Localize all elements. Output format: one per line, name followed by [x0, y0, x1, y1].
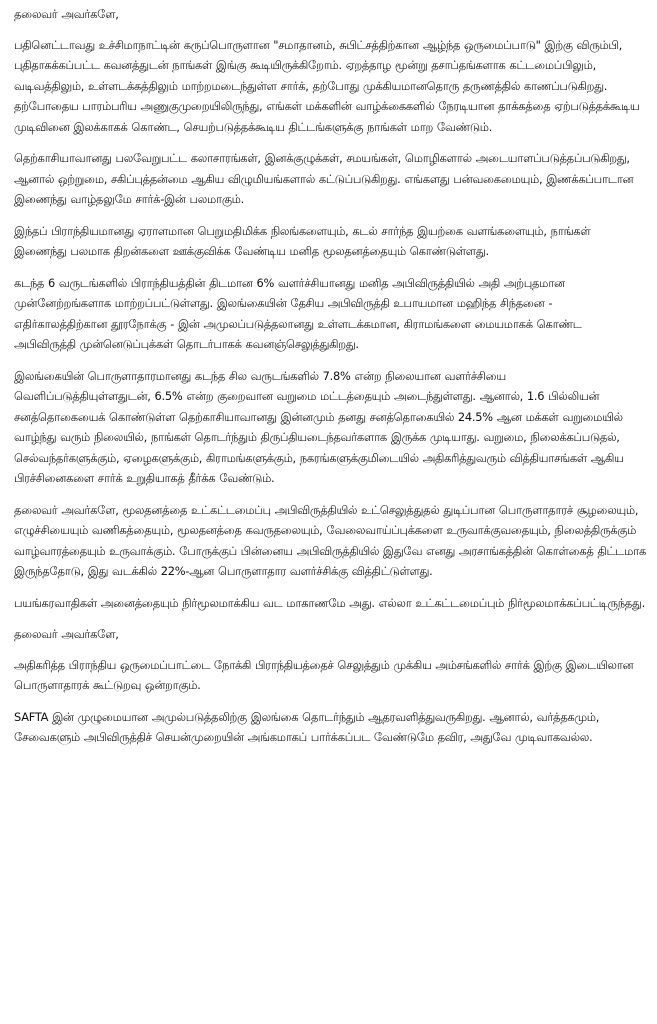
- paragraph-region-resources: இந்தப் பிராந்தியமானது ஏராளமான பெறுமதிமிக்க நிலங்களையும், கடல் சார்ந்த இயற்கை வளங்களையும், நாங்கள் இணைந்து பலமாக திறன்களை ஊக்குவிக்க வேண்டிய மனித மூலதனத்தையும் கொண்டுள்ளது.: [14, 223, 591, 258]
- paragraph-northern-province: பயங்கரவாதிகள் அனைத்தையும் நிர்மூலமாக்கிய வட மாகாணமே அது. எல்லா உட்கட்டமைப்பும் நிர்மூலமாக்கப்பட்டிருந்தது.: [14, 595, 645, 610]
- paragraph-infrastructure: தலைவர் அவர்களே, மூலதனத்தை உட்கட்டமைப்பு அபிவிருத்தியில் உட்செலுத்துதல் துடிப்பான பொருளாதாரச் சூழலையும், எழுச்சியையும் வணிகத்தையும், மூலதனத்தை கவருதலையும், வேலைவாய்ப்புக்களை உருவாக்குவதையும், நிலைத்திருக்கும் வாழ்வாரத்தையும் உருவாக்கும். போருக்குப் பின்னைய அபிவிருத்தியில் இதுவே எனது அரசாங்கத்தின் கொள்கைத் திட்டமாக இருந்ததோடு, இது வடக்கில் 22%-ஆன பொருளாதார வளர்ச்சிக்கு வித்திட்டுள்ளது.: [14, 502, 646, 578]
- paragraph-south-asia-diversity: தெற்காசியாவானது பலவேறுபட்ட கலாசாரங்கள், இனக்குழுக்கள், சமயங்கள், மொழிகளால் அடையாளப்படுத்தப்படுகிறது, ஆனால் ஒற்றுமை, சகிப்புத்தன்மை ஆகிய விழுமியங்களால் கட்டுப்படுகிறது. எங்களது பன்வகைமையும், இணக்கப்பாடான இணைந்து வாழ்தலுமே சார்க்-இன் பலமாகும்.: [14, 151, 634, 206]
- salutation: தலைவர் அவர்களே,: [14, 7, 119, 21]
- paragraph-sri-lanka-economy: இலங்கையின் பொருளாதாரமானது கடந்த சில வருடங்களில் 7.8% என்ற நிலையான வளர்ச்சியை வெளிப்படுத்தியுள்ளதுடன், 6.5% என்ற குறைவான வறுமை மட்டத்தையும் அடைந்துள்ளது. ஆனால், 1.6 பில்லியன் சனத்தொகையைக் கொண்டுள்ள தெற்காசியாவானது இன்னமும் தனது சனத்தொகையில் 24.5% ஆன மக்கள் வறுமையில் வாழ்ந்து வரும் நிலையில், நாங்கள் தொடர்ந்தும் திருப்தியடைந்தவர்களாக இருக்க முடியாது. வறுமை, நிலைக்கப்படுதல், செல்வந்தர்களுக்கும், ஏழைகளுக்கும், கிராமங்களுக்கும், நகரங்களுக்குமிடையில் அதிகரித்துவரும் வித்தியாசங்கள் ஆகிய பிரச்சினைகளை சார்க் உறுதியாகத் தீர்க்க வேண்டும்.: [14, 368, 624, 485]
- document-body: [14, 4, 646, 748]
- salutation: தலைவர் அவர்களே,: [14, 627, 119, 641]
- paragraph-regional-growth: கடந்த 6 வருடங்களில் பிராந்தியத்தின் திடமான 6% வளர்ச்சியானது மனித அபிவிருத்தியில் அதி அற்புதமான முன்னேற்றங்களாக மாற்றப்பட்டுள்ளது. இலங்கையின் தேசிய அபிவிருத்தி உபாயமான மஹிந்த சிந்தனை - எதிர்காலத்திற்கான தூரநோக்கு - இன் அமுலப்படுத்தலானது உள்ளடக்கமான, கிராமங்களை மையமாகக் கொண்ட அபிவிருத்தி முன்னெடுப்புக்கள் தொடர்பாகக் கவனஞ்செலுத்துகிறது.: [14, 275, 582, 351]
- paragraph-summit-theme: பதினெட்டாவது உச்சிமாநாட்டின் கருப்பொருளான "சமாதானம், சுபிட்சத்திற்கான ஆழ்ந்த ஒருமைப்பாடு" இற்கு விரும்பி, புதிதாகக்கப்பட்ட கவனத்துடன் நாங்கள் இங்கு கூடியிருக்கிறோம். ஏறத்தாழ மூன்று தசாப்தங்களாக கட்டமைப்பிலும், வடிவத்திலும், உள்ளடக்கத்திலும் மாற்றமடைந்துள்ள சார்க், தற்போது முக்கியமானதொரு தருணத்தில் காணப்படுகிறது. தற்போதைய பாரம்பரிய அணுகுமுறையிலிருந்து, எங்கள் மக்களின் வாழ்க்கைகளில் நேரடியான தாக்கத்தை ஏற்படுத்தக்கூடிய முடிவினை இலக்காகக் கொண்ட, செயற்படுத்தக்கூடிய திட்டங்களுக்கு நாங்கள் மாற வேண்டும்.: [14, 37, 640, 134]
- paragraph-safta: SAFTA இன் முழுமையான அமுல்படுத்தலிற்கு இலங்கை தொடர்ந்தும் ஆதரவளித்துவருகிறது. ஆனால், வர்த்தகமும், சேவைகளும் அபிவிருத்திச் செயன்முறையின் அங்கமாகப் பார்க்கப்பட வேண்டுமே தவிர, அதுவே முடிவாகவல்ல.: [14, 709, 600, 744]
- paragraph-economic-cooperation: அதிகரித்த பிராந்திய ஒருமைப்பாட்டை நோக்கி பிராந்தியத்தைச் செலுத்தும் முக்கிய அம்சங்களில் சார்க் இற்கு இடையிலான பொருளாதாரக் கூட்டுறவு ஒன்றாகும்.: [14, 657, 634, 692]
